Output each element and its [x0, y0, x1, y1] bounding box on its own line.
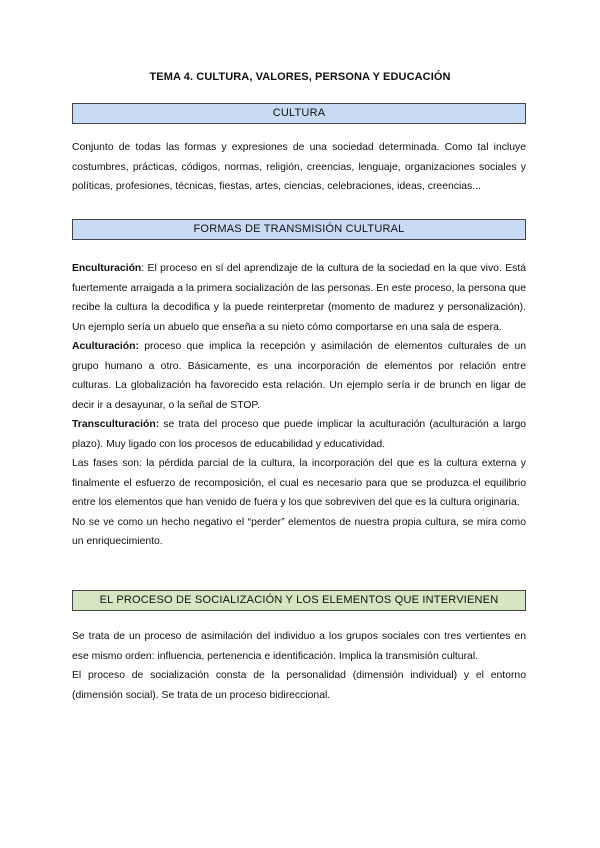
paragraph-socializacion-1: Se trata de un proceso de asimilación del individuo a los grupos sociales con tres vertientes en ese mismo orden: influencia, pertenencia e identificación. Implica la transmisión cultural. [72, 631, 526, 662]
section-heading-cultura: CULTURA [72, 103, 526, 124]
section-heading-transmision: FORMAS DE TRANSMISIÓN CULTURAL [72, 219, 526, 240]
paragraph-negativo: No se ve como un hecho negativo el “perder” elementos de nuestra propia cultura, se mira como un enriquecimiento. [72, 516, 526, 547]
section-socializacion-body [72, 627, 526, 705]
paragraph-enculturacion [72, 259, 526, 337]
text-transculturacion: se trata del proceso que puede implicar la aculturación (aculturación a largo plazo). Muy ligado con los procesos de educabilidad y educatividad. [72, 419, 526, 450]
section-heading-socializacion: EL PROCESO DE SOCIALIZACIÓN Y LOS ELEMENTOS QUE INTERVIENEN [72, 590, 526, 611]
document-title: TEMA 4. CULTURA, VALORES, PERSONA Y EDUCACIÓN [149, 71, 451, 83]
paragraph-aculturacion [72, 337, 526, 415]
term-aculturacion: Aculturación: [72, 341, 139, 352]
term-enculturacion: Enculturación [72, 263, 142, 274]
cultura-definition: Conjunto de todas las formas y expresiones de una sociedad determinada. Como tal incluye costumbres, prácticas, códigos, normas, religión, creencias, lenguaje, organizaciones sociales y políticas, profesiones, técnicas, fiestas, artes, ciencias, celebraciones, ideas, creencias... [72, 142, 526, 192]
text-aculturacion: proceso que implica la recepción y asimilación de elementos culturales de un grupo humano a otro. Básicamente, es una incorporación de elementos por relación entre culturas. La globalización ha favorecido esta relación. Un ejemplo sería ir de brunch en ligar de decir ir a desayunar, o la señal de STOP. [72, 341, 526, 411]
paragraph-transculturacion [72, 415, 526, 454]
paragraph-socializacion-2: El proceso de socialización consta de la personalidad (dimensión individual) y el entorno (dimensión social). Se trata de un proceso bidireccional. [72, 670, 526, 701]
paragraph-fases: Las fases son: la pérdida parcial de la cultura, la incorporación del que es la cultura externa y finalmente el esfuerzo de recomposición, el cual es necesario para que se produzca el equilibrio entre los elementos que han venido de fuera y los que sobreviven del que es la cultura originaria. [72, 458, 526, 508]
section-cultura-body [72, 138, 526, 197]
term-transculturacion: Transculturación: [72, 419, 160, 430]
section-transmision-body [72, 259, 526, 552]
text-enculturacion: : El proceso en sí del aprendizaje de la cultura de la sociedad en la que vivo. Está fuertemente arraigada a la primera socialización de las personas. En este proceso, la persona que recibe la cultura la decodifica y la puede reinterpretar (momento de madurez y personalización). Un ejemplo sería un abuelo que enseña a su nieto cómo comportarse en una sala de espera. [72, 263, 526, 333]
